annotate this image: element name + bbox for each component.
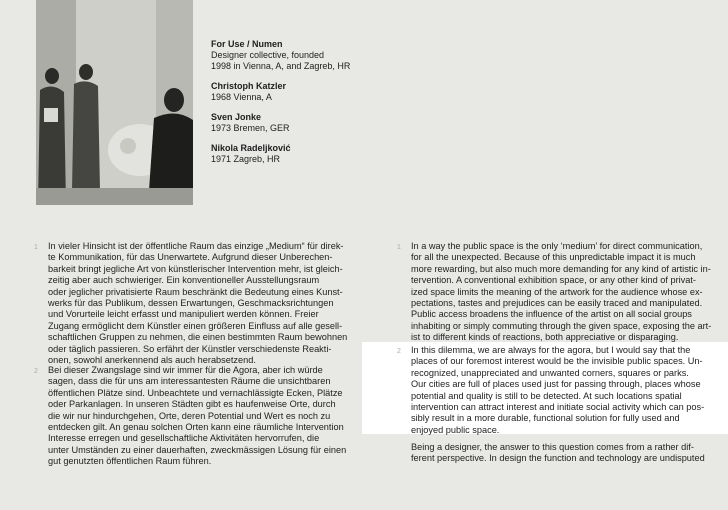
photo-group-icon — [36, 0, 193, 205]
bios-block — [211, 39, 381, 174]
paragraph-text: In this dilemma, we are always for the agora, but I would say that the places of our foremost interest would be the invisible public spaces. Un- recognized, unappreciated and unwanted corners, squares or parks. Our cities are full of places used just for passing through, places whose potential and quality is still to be detected. At such locations spatial intervention can attract interest and initiate social activity which can pos- sibly result in a more durable, functional solution for fully used and enjoyed public space. — [411, 345, 705, 435]
bio-name: For Use / Numen — [211, 39, 283, 49]
bio-line: Designer collective, founded — [211, 50, 325, 60]
paragraph-number: 1 — [397, 244, 401, 251]
paragraph-de-1 — [34, 241, 348, 366]
bio-line: 1998 in Vienna, A, and Zagreb, HR — [211, 61, 351, 71]
bio-name: Christoph Katzler — [211, 81, 287, 91]
paragraph-text: In vieler Hinsicht ist der öffentliche Raum das einzige „Medium“ für direk- te Kommunikation, für das Unerwartete. Aufgrund dieser Unberechen- barkeit bringt jegliche Art von künstlerischer Intervention mehr, ist gleich- zeitig aber auch schwieriger. Ein konventioneller Ausstellungsraum oder jeglicher privatisierte Raum beschränkt die Bedeutung eines Kunst- werks für das Publikum, dessen Erwartungen, Geschmacksrichtungen und Vorurteile leicht erfasst und manipuliert werden können. Freier Zugang ermöglicht dem Künstler einen größeren Einfluss auf alle gesell- schaftlichen Gruppen zu nehmen, die einen bestimmten Raum bewohnen oder täglich passieren. So erfährt der Künstler verschiedenste Reakti- onen, sowohl anerkennend als auch herabsetzend. — [48, 241, 348, 366]
bio-line: 1971 Zagreb, HR — [211, 154, 281, 164]
paragraph-text: Being a designer, the answer to this question comes from a rather dif- ferent perspective. In design the function and technology are undisputed — [411, 442, 705, 464]
bio-entry — [211, 143, 381, 165]
bio-entry — [211, 39, 381, 72]
paragraph-number: 2 — [397, 348, 401, 355]
paragraph-en-2 — [397, 345, 721, 436]
paragraph-text: Bei dieser Zwangslage sind wir immer für die Agora, aber ich würde sagen, dass die für uns am interessantesten Räume die unsichtbaren öffentlichen Plätze sind. Unbeachtete und vernachlässigte Ecken, Plätze oder Parkanlagen. In unseren Städten gibt es haufenweise Orte, durch die wir nur hindurchgehen, Orte, deren Potential und Wert es noch zu entdecken gilt. An genau solchen Orten kann eine räumliche Intervention Interesse erregen und gesellschaftliche Aktivitäten hervorrufen, die unter Umständen zu einer dauerhaften, zweckmässigen Lösung für einen gut genutzten öffentlichen Raum führen. — [48, 365, 347, 467]
paragraph-text: In a way the public space is the only ‘medium’ for direct communication, for all the unexpected. Because of this unpredictable impact it is much more rewarding, but also much more demanding for any kind of artistic in- tervention. A conventional exhibition space, or any other kind of privat- ized space limits the meaning of the artwork for the audience whose ex- pectations, tastes and prejudices can be easily traced and manipulated. Public access broadens the influence of the artist on all social groups inhabiting or simply commuting through the given space, exposing the art- ist to different kinds of reactions, both appreciative or disparaging. — [411, 241, 712, 343]
bio-line: 1973 Bremen, GER — [211, 123, 290, 133]
paragraph-en-3 — [411, 442, 721, 465]
bio-name: Nikola Radeljković — [211, 143, 291, 153]
paragraph-en-1 — [397, 241, 721, 344]
bio-entry — [211, 81, 381, 103]
paragraph-de-2 — [34, 365, 348, 468]
bio-name: Sven Jonke — [211, 112, 262, 122]
paragraph-number: 2 — [34, 368, 38, 375]
group-photo — [36, 0, 193, 205]
bio-entry — [211, 112, 381, 134]
bio-line: 1968 Vienna, A — [211, 92, 272, 102]
paragraph-number: 1 — [34, 244, 38, 251]
